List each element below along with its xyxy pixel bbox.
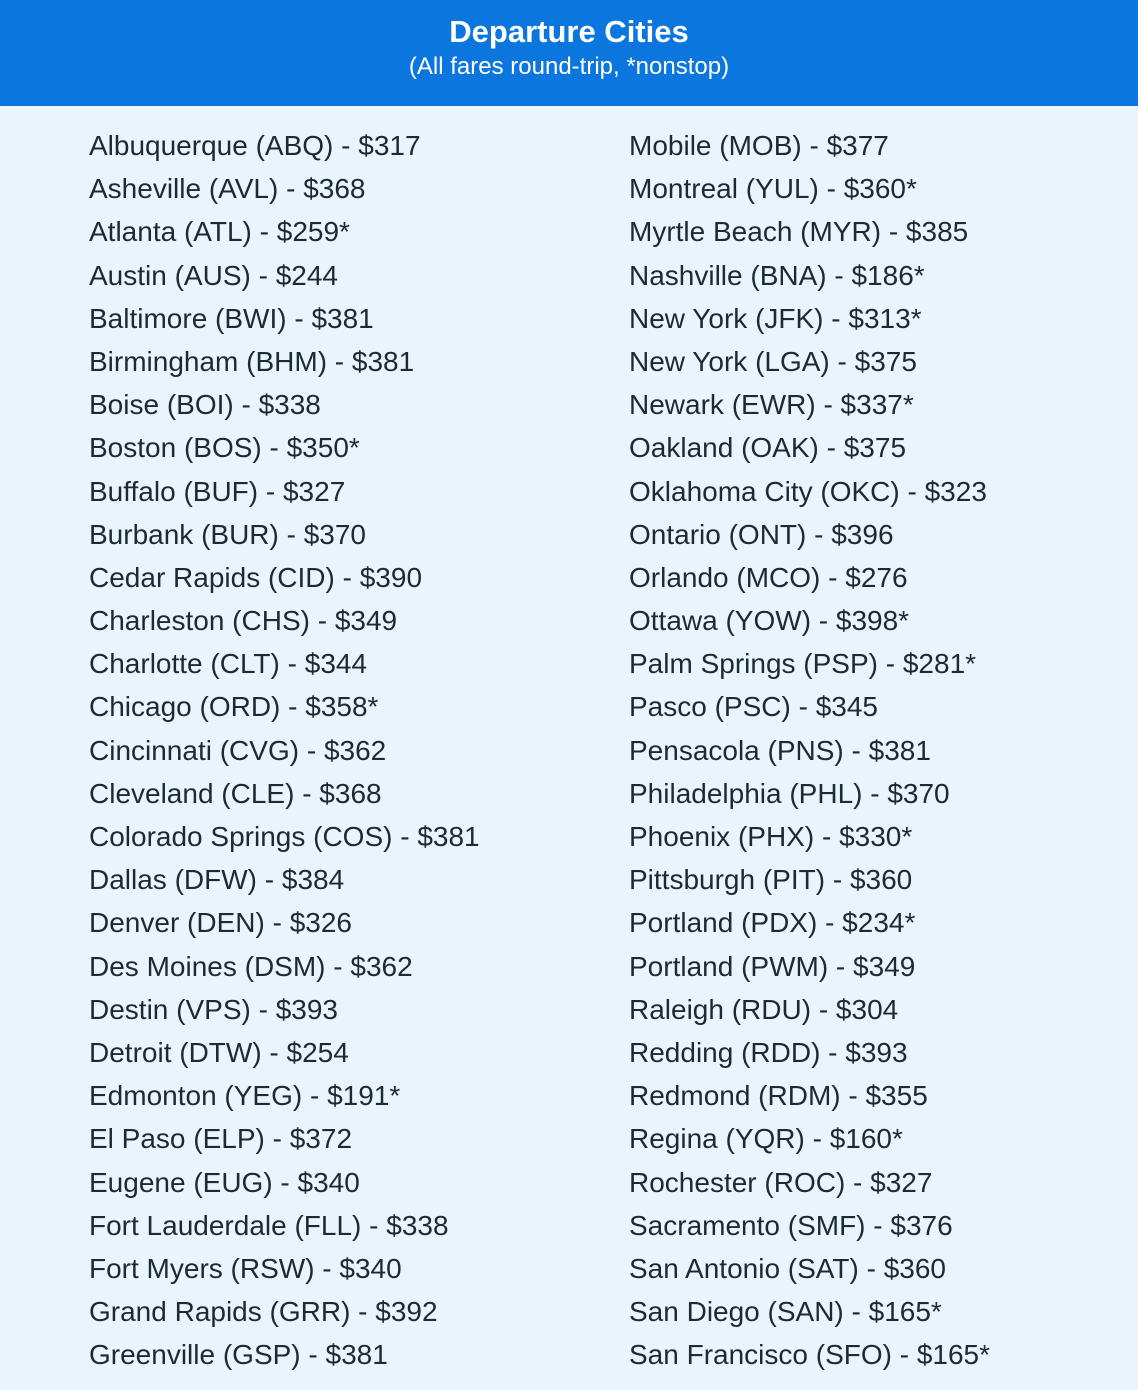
city-list-item: Cincinnati (CVG) - $362: [89, 734, 387, 766]
city-list-item: El Paso (ELP) - $372: [89, 1123, 353, 1155]
city-list-item: Cleveland (CLE) - $368: [89, 777, 382, 809]
city-list-item: San Antonio (SAT) - $360: [629, 1252, 946, 1284]
city-list-item: Charlotte (CLT) - $344: [89, 648, 368, 680]
city-column-left: [89, 124, 480, 1376]
city-list-item: Mobile (MOB) - $377: [629, 130, 889, 161]
city-list-item: Oklahoma City (OKC) - $323: [629, 475, 987, 507]
departure-cities-list: [0, 106, 1138, 1390]
city-list-item: Denver (DEN) - $326: [89, 907, 352, 939]
city-list-item: Des Moines (DSM) - $362: [89, 950, 413, 982]
city-list-item: Redmond (RDM) - $355: [629, 1080, 928, 1112]
city-list-item: Chicago (ORD) - $358*: [89, 691, 379, 723]
city-list-item: Austin (AUS) - $244: [89, 259, 338, 291]
city-list-item: Albuquerque (ABQ) - $317: [89, 130, 421, 161]
page-header: [0, 0, 1138, 106]
city-list-item: Asheville (AVL) - $368: [89, 173, 366, 205]
city-list-item: Portland (PWM) - $349: [629, 950, 916, 982]
city-list-item: Ottawa (YOW) - $398*: [629, 605, 910, 637]
city-list-item: Eugene (EUG) - $340: [89, 1166, 360, 1198]
city-list-item: Cedar Rapids (CID) - $390: [89, 561, 423, 593]
city-list-item: Philadelphia (PHL) - $370: [629, 777, 950, 809]
page-title: Departure Cities: [449, 14, 689, 49]
city-list-item: Newark (EWR) - $337*: [629, 389, 914, 421]
city-list-item: Atlanta (ATL) - $259*: [89, 216, 350, 248]
city-list-item: Edmonton (YEG) - $191*: [89, 1080, 401, 1112]
city-list-item: Raleigh (RDU) - $304: [629, 993, 899, 1025]
city-list-item: Boston (BOS) - $350*: [89, 432, 360, 464]
city-list-item: Sacramento (SMF) - $376: [629, 1209, 953, 1241]
city-list-item: San Francisco (SFO) - $165*: [629, 1339, 991, 1371]
city-list-item: Nashville (BNA) - $186*: [629, 259, 925, 291]
city-list-item: Fort Lauderdale (FLL) - $338: [89, 1209, 449, 1241]
city-list-item: Birmingham (BHM) - $381: [89, 345, 415, 377]
city-list-item: Charleston (CHS) - $349: [89, 605, 398, 637]
city-list-item: Orlando (MCO) - $276: [629, 561, 908, 593]
city-list-item: Redding (RDD) - $393: [629, 1036, 908, 1068]
city-list-item: Rochester (ROC) - $327: [629, 1166, 933, 1198]
city-list-item: Colorado Springs (COS) - $381: [89, 821, 480, 852]
city-list-item: Boise (BOI) - $338: [89, 389, 321, 421]
city-list-item: Myrtle Beach (MYR) - $385: [629, 216, 969, 248]
city-column-right: [629, 124, 990, 1376]
city-list-item: New York (LGA) - $375: [629, 345, 917, 377]
city-list-item: Dallas (DFW) - $384: [89, 864, 345, 896]
city-list-item: Regina (YQR) - $160*: [629, 1123, 903, 1155]
city-list-item: Greenville (GSP) - $381: [89, 1339, 388, 1371]
city-list-item: Grand Rapids (GRR) - $392: [89, 1296, 438, 1328]
city-list-item: Pensacola (PNS) - $381: [629, 734, 931, 766]
city-list-item: Burbank (BUR) - $370: [89, 518, 367, 550]
city-list-item: Oakland (OAK) - $375: [629, 432, 907, 464]
city-list-item: New York (JFK) - $313*: [629, 302, 922, 334]
city-list-item: Destin (VPS) - $393: [89, 993, 338, 1025]
city-list-item: Detroit (DTW) - $254: [89, 1036, 349, 1068]
city-list-item: Portland (PDX) - $234*: [629, 907, 916, 939]
city-list-item: Buffalo (BUF) - $327: [89, 475, 346, 507]
city-list-item: Ontario (ONT) - $396: [629, 518, 894, 550]
city-list-item: Pittsburgh (PIT) - $360: [629, 864, 913, 896]
city-list-item: Palm Springs (PSP) - $281*: [629, 648, 977, 680]
city-list-item: Montreal (YUL) - $360*: [629, 173, 917, 205]
city-list-item: Pasco (PSC) - $345: [629, 691, 878, 723]
city-list-item: Phoenix (PHX) - $330*: [629, 821, 913, 852]
city-list-item: Fort Myers (RSW) - $340: [89, 1252, 402, 1284]
city-list-item: Baltimore (BWI) - $381: [89, 302, 374, 334]
city-list-item: San Diego (SAN) - $165*: [629, 1296, 942, 1328]
page-subtitle: (All fares round-trip, *nonstop): [408, 53, 730, 80]
